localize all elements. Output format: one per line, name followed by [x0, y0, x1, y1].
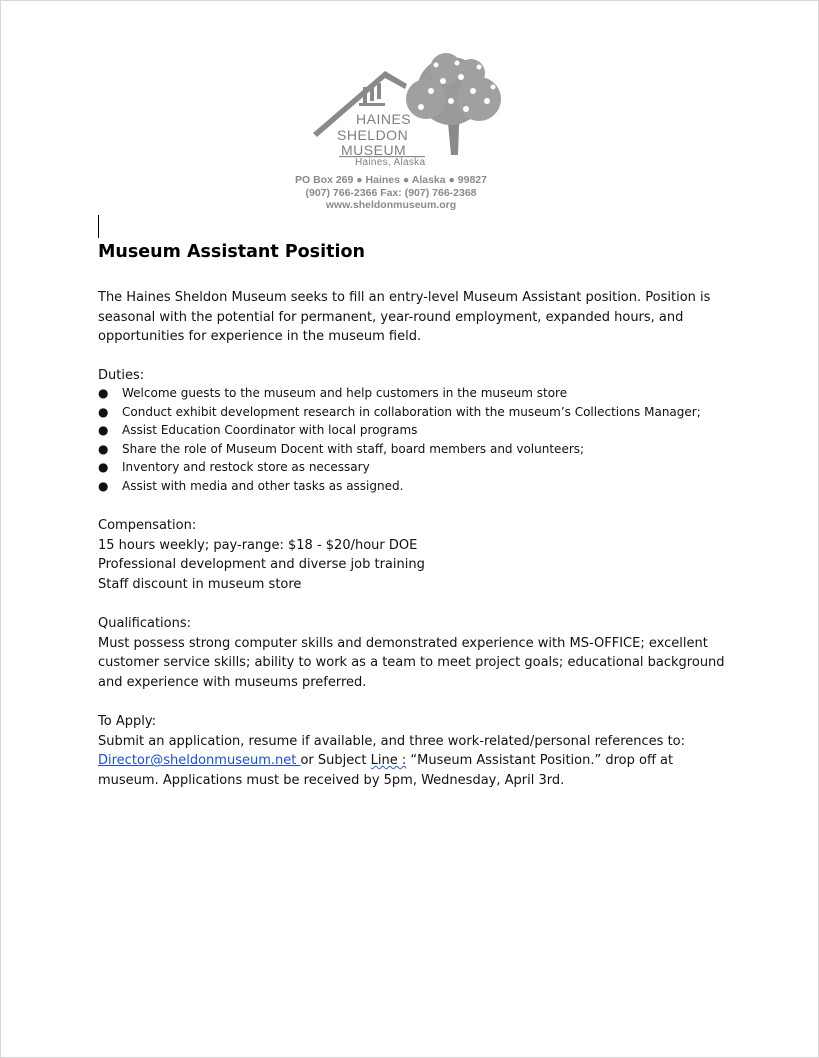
text-cursor — [98, 215, 99, 238]
qualifications-heading: Qualifications: — [98, 616, 192, 631]
list-item: ● Share the role of Museum Docent with staff, board members and volunteers; — [98, 440, 738, 459]
bullet-icon: ● — [98, 423, 109, 438]
bullet-icon: ● — [98, 441, 109, 456]
compensation-line: Staff discount in museum store — [98, 576, 302, 592]
duties-heading: Duties: — [98, 368, 145, 383]
list-item: ● Conduct exhibit development research in collaboration with the museum’s Collections Manager; — [98, 403, 738, 422]
intro-line: opportunities for experience in the museum field. — [98, 329, 422, 345]
qualifications-line: customer service skills; ability to work as a team to meet project goals; educational background — [98, 655, 725, 671]
apply-heading: To Apply: — [98, 714, 156, 729]
contact-address: PO Box 269 ● Haines ● Alaska ● 99827 — [295, 174, 487, 186]
compensation-heading: Compensation: — [98, 518, 197, 533]
logo-text-location: Haines, Alaska — [355, 157, 426, 168]
list-item: ● Assist Education Coordinator with local programs — [98, 421, 738, 440]
logo-text-museum: MUSEUM — [341, 142, 407, 158]
apply-line: Director@sheldonmuseum.net or Subject Line : “Museum Assistant Position.” drop off at — [98, 753, 674, 769]
bullet-icon: ● — [98, 478, 109, 493]
compensation-section — [98, 516, 738, 594]
duties-list — [98, 384, 738, 496]
qualifications-line: and experience with museums preferred. — [98, 674, 367, 690]
compensation-line: 15 hours weekly; pay-range: $18 - $20/hour DOE — [98, 537, 418, 553]
intro-line: The Haines Sheldon Museum seeks to fill an entry-level Museum Assistant position. Position is — [98, 290, 711, 305]
apply-line: Submit an application, resume if available, and three work-related/personal references to: — [98, 733, 685, 749]
apply-line: museum. Applications must be received by 5pm, Wednesday, April 3rd. — [98, 772, 565, 788]
contact-website: www.sheldonmuseum.org — [325, 199, 457, 211]
intro-paragraph — [98, 288, 738, 347]
contact-phone-fax: (907) 766-2366 Fax: (907) 766-2368 — [305, 187, 477, 199]
compensation-line: Professional development and diverse job training — [98, 557, 425, 573]
apply-section — [98, 712, 738, 790]
document-title: Museum Assistant Position — [98, 242, 365, 262]
bullet-icon: ● — [98, 386, 109, 400]
bullet-icon: ● — [98, 460, 109, 475]
intro-line: seasonal with the potential for permanent, year-round employment, expanded hours, and — [98, 309, 684, 325]
spellcheck-flagged-text: Line : — [370, 753, 407, 769]
qualifications-line: Must possess strong computer skills and demonstrated experience with MS-OFFICE; excellent — [98, 635, 708, 651]
bullet-icon: ● — [98, 404, 109, 419]
list-item: ● Assist with media and other tasks as assigned. — [98, 477, 738, 496]
qualifications-section — [98, 614, 738, 692]
logo-text-haines: HAINES — [356, 111, 412, 127]
email-link[interactable]: Director@sheldonmuseum.net — [98, 753, 301, 769]
list-item: ● Welcome guests to the museum and help customers in the museum store — [98, 384, 738, 403]
list-item: ● Inventory and restock store as necessary — [98, 458, 738, 477]
logo-text-sheldon: SHELDON — [337, 127, 409, 143]
